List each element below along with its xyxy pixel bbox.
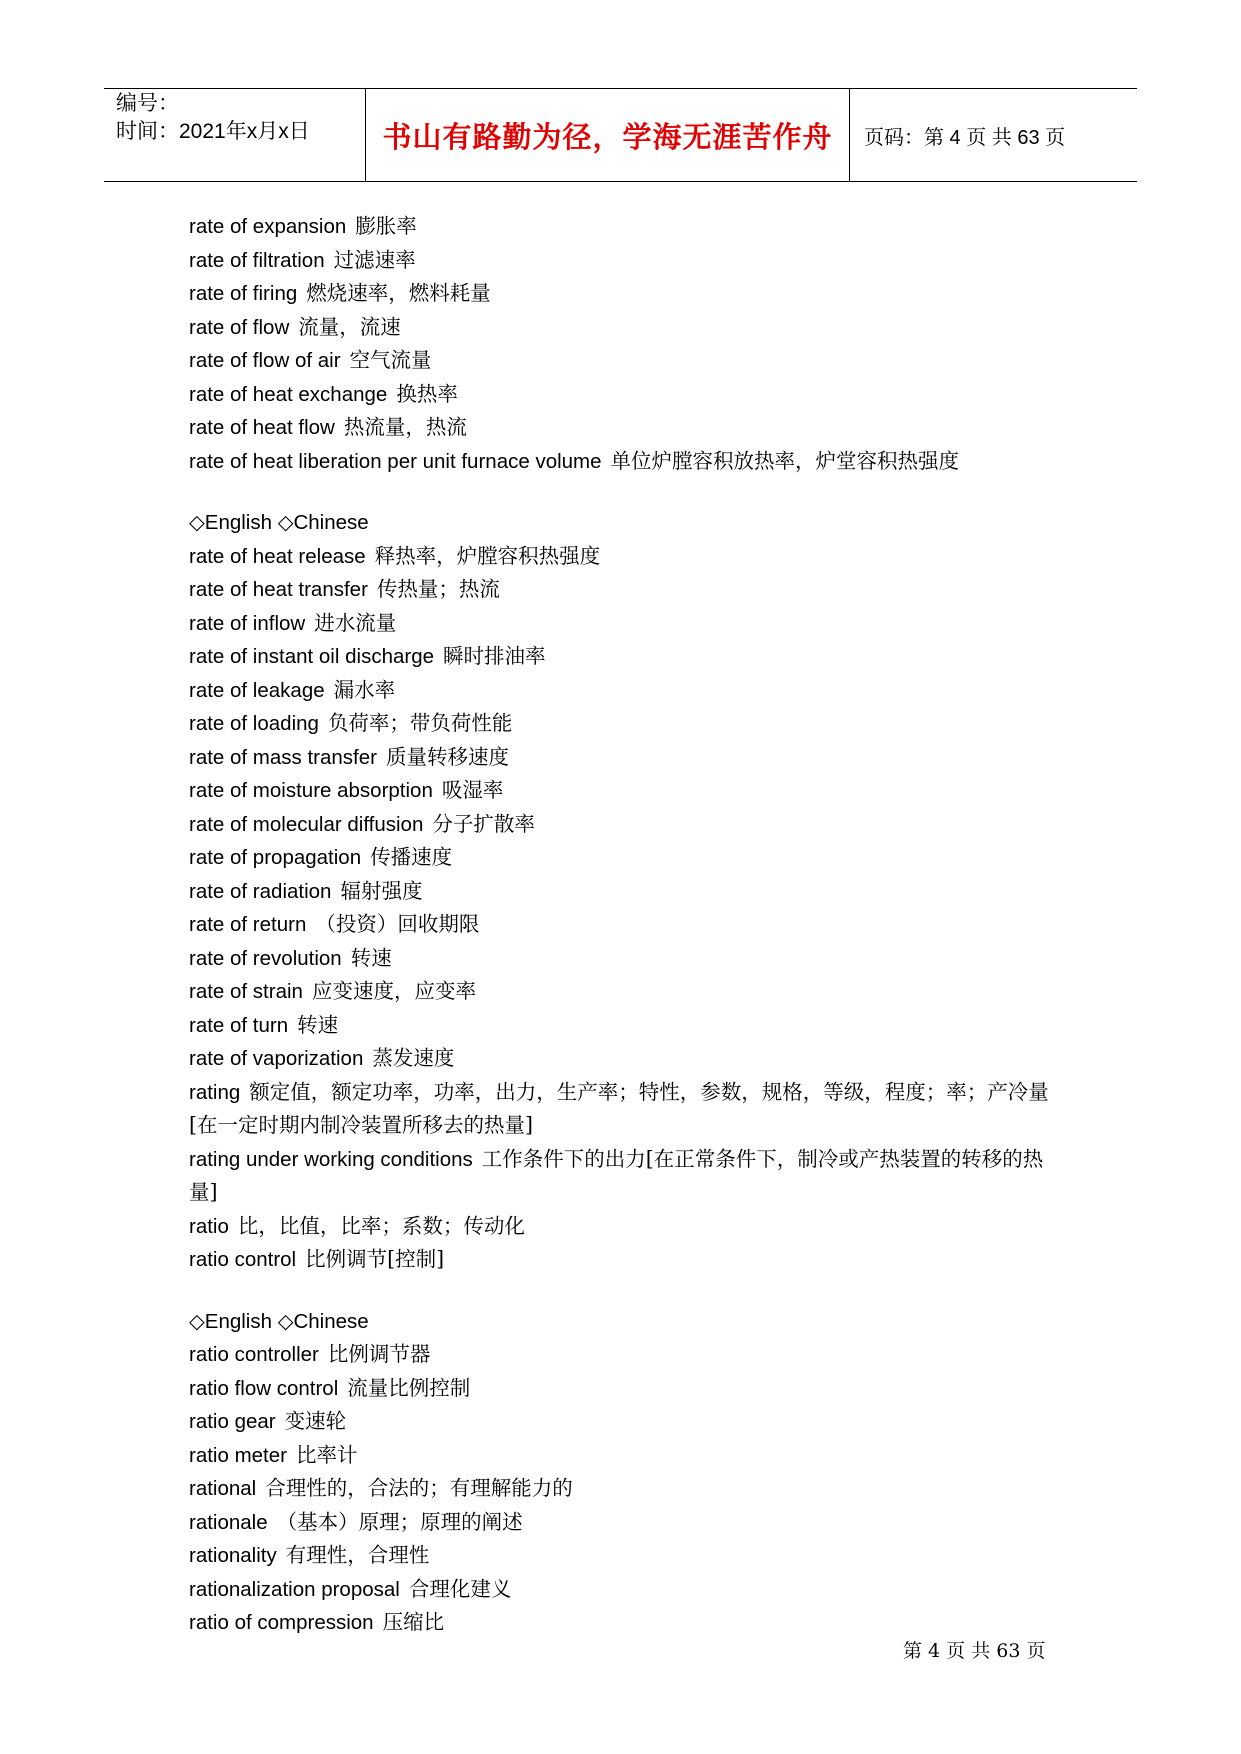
english-term: rate of instant oil discharge (189, 645, 434, 668)
chinese-translation: 空气流量 (349, 348, 432, 372)
english-term: ratio gear (189, 1410, 276, 1433)
motto-text: 书山有路勤为径，学海无涯苦作舟 (382, 119, 833, 154)
chinese-translation: 转速 (350, 945, 392, 970)
english-term: rate of expansion (189, 215, 347, 238)
glossary-entry (189, 808, 1069, 842)
doc-time-label: 时间：2021年x月x日 (116, 120, 310, 143)
chinese-translation: 进水流量 (314, 610, 397, 635)
document-header (104, 88, 1137, 182)
chinese-translation: （基本）原理；原理的阐述 (276, 1509, 523, 1534)
chinese-translation: 漏水率 (333, 677, 396, 702)
section-gap (189, 478, 1069, 507)
glossary-entry (189, 244, 1069, 278)
english-term: ratio controller (189, 1343, 319, 1366)
glossary-entry (189, 1539, 1069, 1573)
english-term: rate of return (189, 913, 307, 936)
glossary-entry (189, 1042, 1069, 1076)
english-term: rate of propagation (189, 846, 362, 869)
glossary-entry (189, 1338, 1069, 1372)
glossary-entry (189, 841, 1069, 875)
glossary-entry (189, 1143, 1069, 1210)
chinese-translation: 额定值，额定功率，功率，出力，生产率；特性，参数，规格，等级，程度；率；产冷量[在一定时期内制冷装置所移去的热量] (189, 1079, 1049, 1137)
glossary-entry (189, 1439, 1069, 1473)
glossary-entry (189, 741, 1069, 775)
glossary-entry (189, 1076, 1069, 1143)
glossary-entry (189, 344, 1069, 378)
english-term: rate of turn (189, 1013, 289, 1037)
chinese-translation: 质量转移速度 (385, 744, 509, 769)
glossary-entry (189, 674, 1069, 708)
chinese-translation: 释热率，炉膛容积热强度 (374, 543, 601, 568)
english-term: rate of heat exchange (189, 382, 388, 406)
chinese-translation: 负荷率；带负荷性能 (327, 711, 513, 735)
english-term: rate of heat transfer (189, 578, 368, 601)
chinese-translation: 膨胀率 (355, 214, 417, 238)
english-term: ratio control (189, 1248, 297, 1271)
glossary-entry (189, 1210, 1069, 1244)
glossary-entry (189, 1372, 1069, 1406)
glossary-entry (189, 707, 1069, 741)
english-term: rate of molecular diffusion (189, 812, 424, 836)
english-term: rationalization proposal (189, 1577, 400, 1601)
english-term: rate of firing (189, 282, 298, 305)
header-motto-cell (366, 89, 850, 181)
chinese-translation: 辐射强度 (340, 878, 423, 903)
chinese-translation: 应变速度，应变率 (311, 979, 476, 1003)
english-term: rate of revolution (189, 946, 342, 970)
chinese-translation: （投资）回收期限 (315, 912, 480, 936)
english-term: rate of heat release (189, 544, 366, 568)
section-heading: ◇English ◇Chinese (189, 511, 369, 534)
glossary-entry (189, 975, 1069, 1009)
chinese-translation: 流量比例控制 (347, 1375, 471, 1400)
section-gap (189, 1277, 1069, 1306)
english-term: rate of heat liberation per unit furnace volume (189, 449, 602, 473)
english-term: rationality (189, 1544, 277, 1567)
chinese-translation: 压缩比 (382, 1610, 445, 1634)
glossary-entry (189, 1009, 1069, 1043)
english-term: ratio meter (189, 1443, 287, 1467)
glossary-entry (189, 573, 1069, 607)
chinese-translation: 瞬时排油率 (443, 644, 546, 668)
glossary-entry (189, 378, 1069, 412)
glossary-entry (189, 540, 1069, 574)
english-term: rationale (189, 1510, 268, 1534)
english-term: rate of leakage (189, 678, 325, 702)
glossary-entry (189, 1472, 1069, 1506)
chinese-translation: 热流量，热流 (343, 415, 467, 439)
chinese-translation: 传热量；热流 (376, 577, 500, 601)
chinese-translation: 变速轮 (284, 1409, 347, 1433)
chinese-translation: 单位炉膛容积放热率，炉堂容积热强度 (610, 448, 960, 473)
english-term: rating (189, 1080, 241, 1104)
chinese-translation: 分子扩散率 (432, 811, 535, 836)
chinese-translation: 流量，流速 (298, 314, 401, 339)
glossary-entry (189, 445, 1069, 479)
chinese-translation: 吸湿率 (441, 778, 504, 802)
glossary-entry (189, 774, 1069, 808)
doc-number-label: 编号： (116, 92, 179, 115)
english-term: rate of moisture absorption (189, 779, 433, 802)
english-term: rate of flow (189, 315, 290, 339)
chinese-translation: 比例调节[控制] (305, 1247, 445, 1271)
english-term: rate of filtration (189, 248, 325, 272)
glossary-entry (189, 210, 1069, 244)
chinese-translation: 合理性的，合法的；有理解能力的 (265, 1476, 573, 1500)
header-left-cell (104, 89, 366, 181)
chinese-translation: 比例调节器 (327, 1342, 431, 1366)
glossary-entry (189, 942, 1069, 976)
glossary-entry (189, 607, 1069, 641)
english-term: rating under working conditions (189, 1147, 473, 1171)
english-term: rate of inflow (189, 611, 306, 635)
chinese-translation: 蒸发速度 (372, 1046, 455, 1070)
english-term: rate of strain (189, 980, 303, 1003)
glossary-entry (189, 1573, 1069, 1607)
glossary-entry (189, 1405, 1069, 1439)
chinese-translation: 燃烧速率，燃料耗量 (306, 281, 491, 305)
glossary-entry (189, 640, 1069, 674)
chinese-translation: 换热率 (396, 381, 458, 406)
glossary-entry (189, 875, 1069, 909)
english-term: rate of radiation (189, 879, 332, 903)
english-term: rate of heat flow (189, 416, 335, 439)
glossary-entry (189, 1506, 1069, 1540)
chinese-translation: 比，比值，比率；系数；传动化 (237, 1213, 525, 1238)
english-term: rate of vaporization (189, 1047, 364, 1070)
chinese-translation: 传播速度 (370, 845, 453, 869)
section-heading: ◇English ◇Chinese (189, 1309, 369, 1333)
english-term: rational (189, 1477, 257, 1500)
glossary-entry (189, 908, 1069, 942)
glossary-entry (189, 411, 1069, 445)
chinese-translation: 比率计 (295, 1442, 358, 1467)
glossary-content (189, 210, 1069, 1640)
chinese-translation: 转速 (297, 1012, 339, 1037)
page-info: 页码：第 4 页 共 63 页 (864, 126, 1066, 149)
english-term: ratio of compression (189, 1611, 374, 1634)
chinese-translation: 过滤速率 (333, 247, 416, 272)
english-term: rate of loading (189, 712, 319, 735)
english-term: rate of mass transfer (189, 745, 377, 769)
glossary-entry (189, 277, 1069, 311)
glossary-entry (189, 311, 1069, 345)
english-term: rate of flow of air (189, 349, 341, 372)
glossary-entry (189, 1243, 1069, 1277)
header-page-cell (850, 89, 1137, 181)
english-term: ratio flow control (189, 1376, 339, 1400)
chinese-translation: 工作条件下的出力[在正常条件下，制冷或产热装置的转移的热量] (189, 1146, 1044, 1204)
glossary-entry (189, 1606, 1069, 1640)
chinese-translation: 合理化建义 (408, 1576, 512, 1601)
page-footer: 第 4 页 共 63 页 (903, 1640, 1046, 1662)
english-term: ratio (189, 1214, 229, 1238)
chinese-translation: 有理性，合理性 (285, 1543, 430, 1567)
